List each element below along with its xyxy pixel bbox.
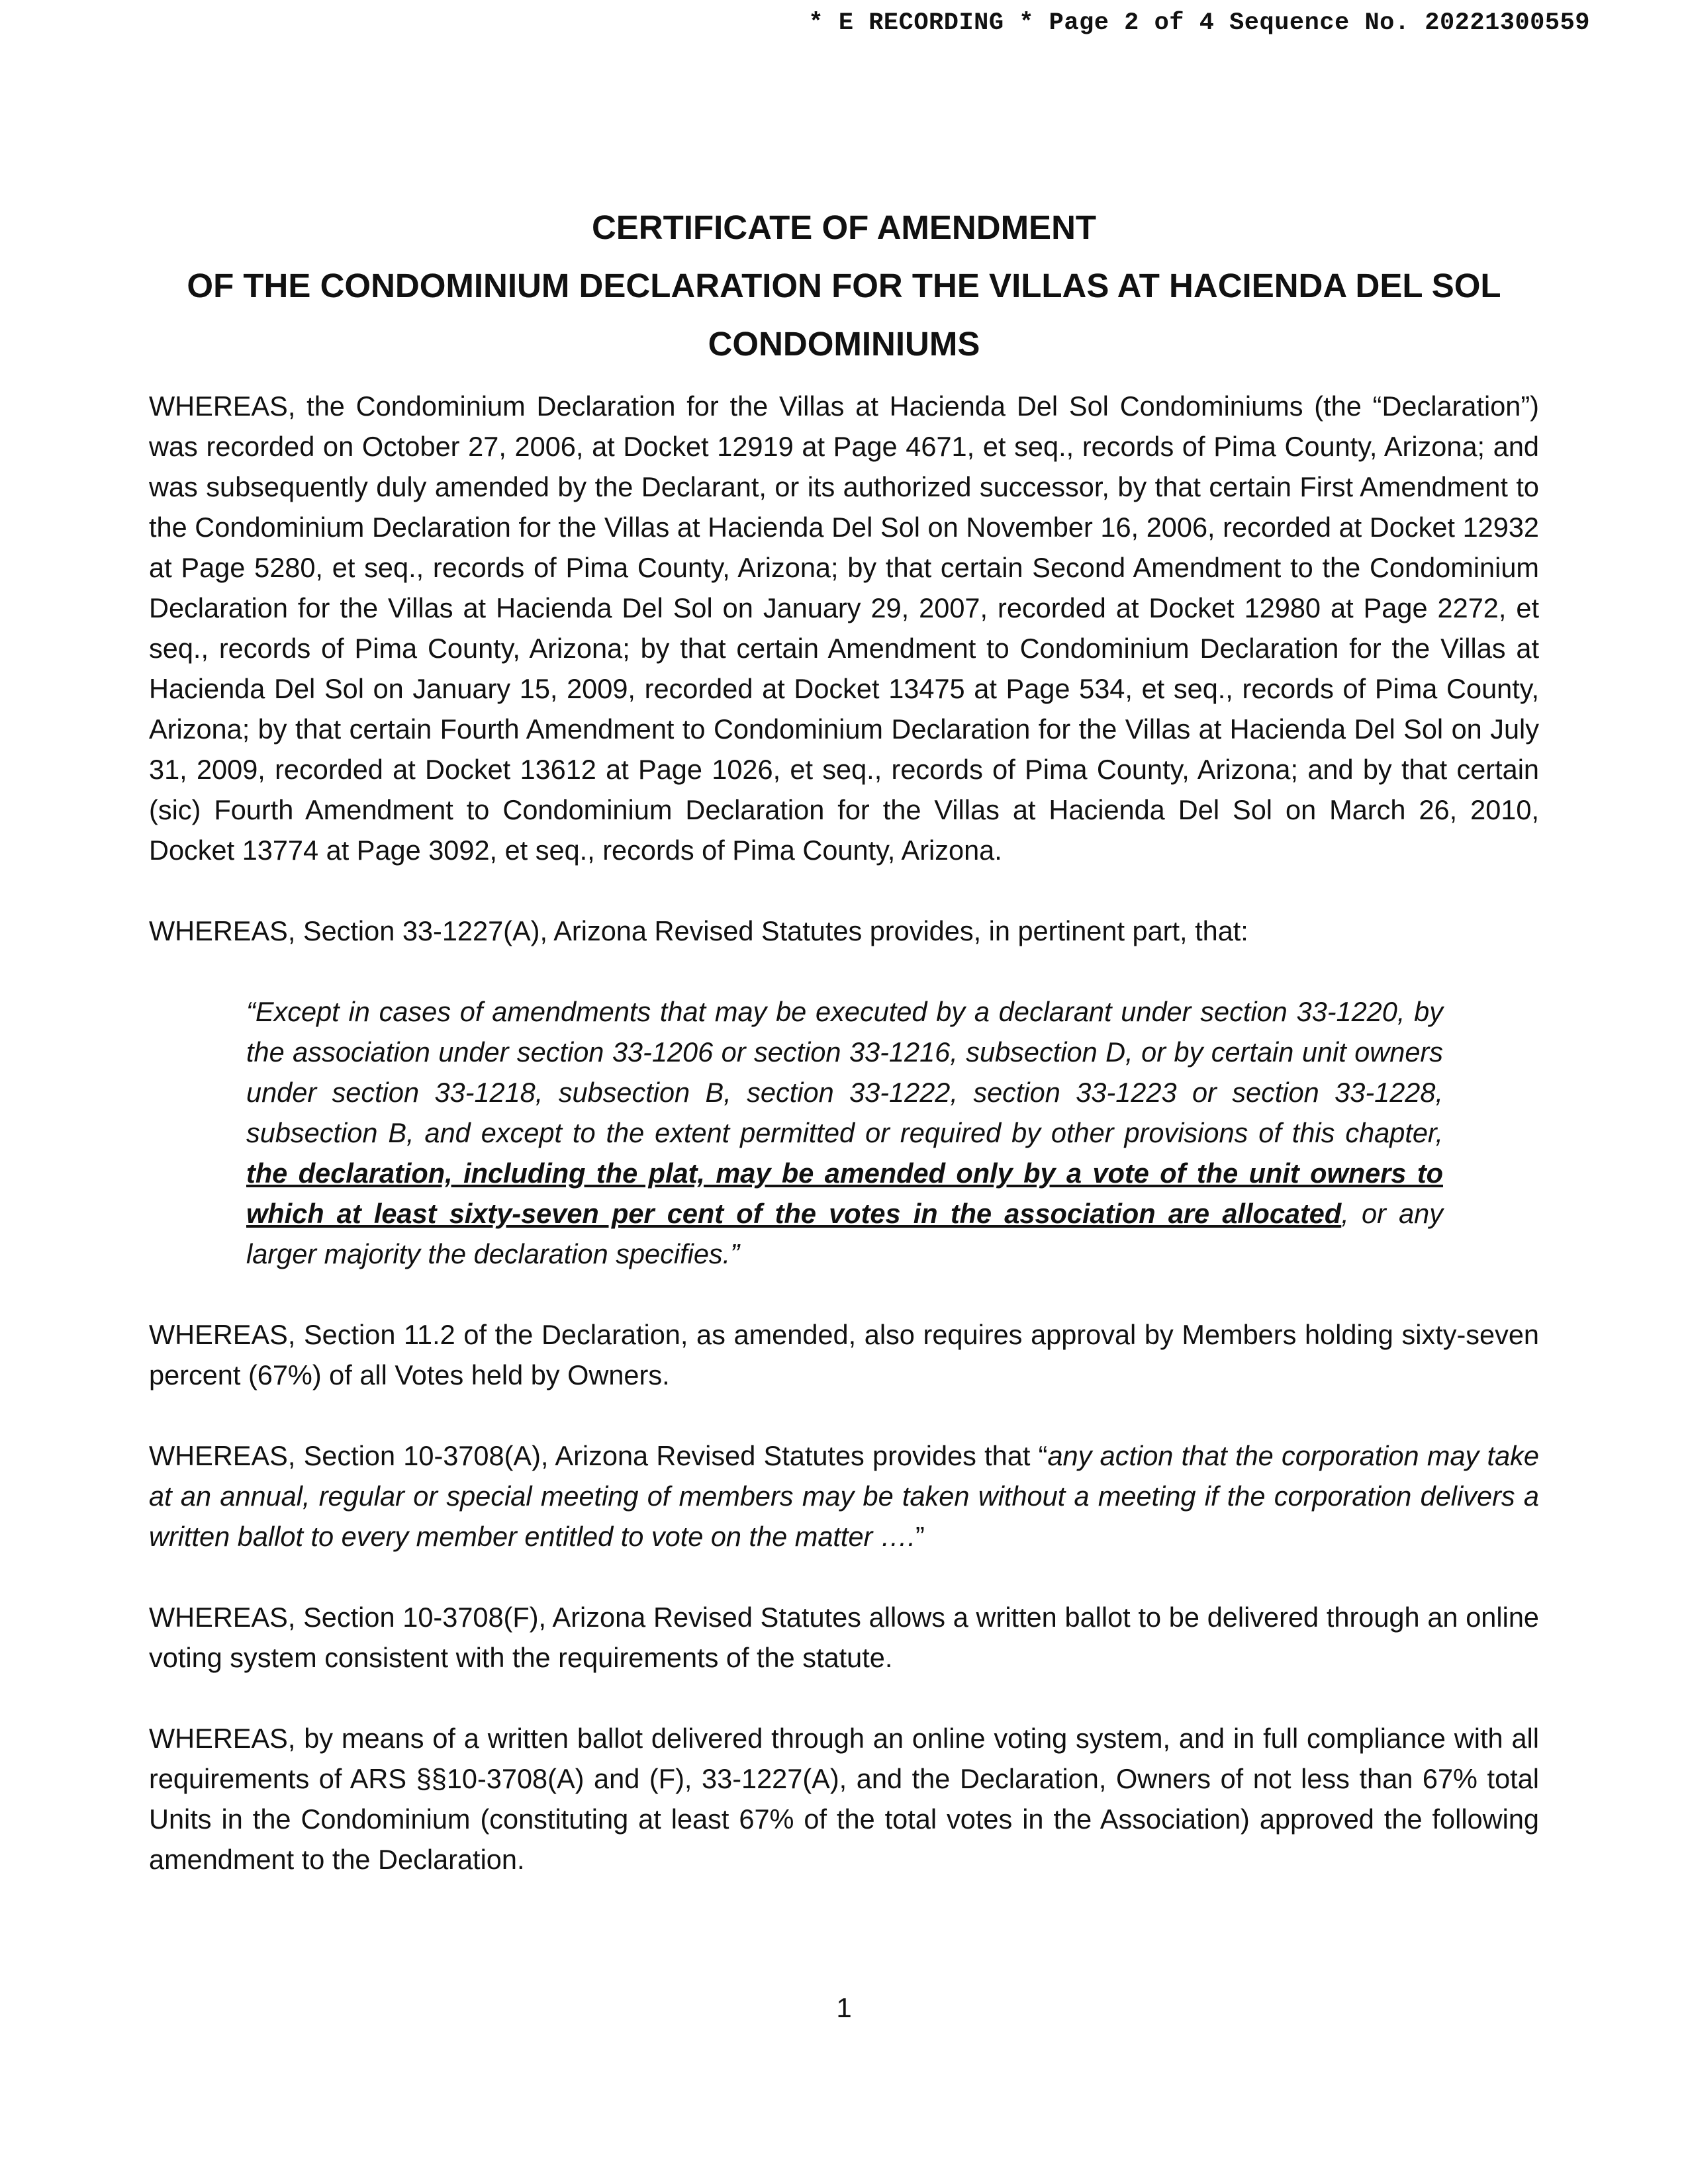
p4-text-end: ” [915, 1521, 925, 1552]
quote-text-end: , or any larger majority the declaration specifies.” [246, 1198, 1444, 1269]
whereas-approval: WHEREAS, by means of a written ballot delivered through an online voting system, and in full compliance with all requirements of ARS §§10-3708(A) and (F), 33-1227(A), and the Declaration, Owners of not less than 67% total Units in the Condominium (constituting at least 67% of the total votes in the Association) approved the following amendment to the Declaration. [149, 1723, 1539, 1875]
whereas-statute-10-3708a [149, 1435, 1539, 1557]
document-title [149, 199, 1539, 373]
p4-text-start: WHEREAS, Section 10-3708(A), Arizona Revised Statutes provides that “ [149, 1440, 1048, 1471]
page-number: 1 [836, 1992, 852, 2023]
title-line-2: OF THE CONDOMINIUM DECLARATION FOR THE VILLAS AT HACIENDA DEL SOL [187, 267, 1501, 304]
whereas-statute-33-1227: WHEREAS, Section 33-1227(A), Arizona Revised Statutes provides, in pertinent part, that: [149, 915, 1248, 946]
p4-italic-quote: any action that the corporation may take at an annual, regular or special meeting of members may be taken without a meeting if the corporation delivers a written ballot to every member entitled to vote on the matter …. [149, 1440, 1539, 1552]
whereas-section-11-2: WHEREAS, Section 11.2 of the Declaration, as amended, also requires approval by Members holding sixty-seven percent (67%) of all Votes held by Owners. [149, 1319, 1539, 1390]
recording-header: * E RECORDING * Page 2 of 4 Sequence No. 20221300559 [808, 9, 1590, 37]
document-body [149, 386, 1539, 1880]
title-line-3: CONDOMINIUMS [708, 325, 980, 363]
statute-quote [246, 991, 1443, 1274]
quote-text-start: “Except in cases of amendments that may be executed by a declarant under section 33-1220, by the association under section 33-1206 or section 33-1216, subsection D, or by certain unit owners under section 33-1218, subsection B, section 33-1222, section 33-1223 or section 33-1228, subsection B, and except to the extent permitted or required by other provisions of this chapter, [246, 996, 1443, 1148]
title-line-1: CERTIFICATE OF AMENDMENT [591, 208, 1097, 246]
quote-emphasis: the declaration, including the plat, may be amended only by a vote of the unit owners to which at least sixty-seven per cent of the votes in the association are allocated [246, 1158, 1443, 1229]
whereas-statute-10-3708f: WHEREAS, Section 10-3708(F), Arizona Revised Statutes allows a written ballot to be delivered through an online voting system consistent with the requirements of the statute. [149, 1602, 1539, 1673]
whereas-recording-history: WHEREAS, the Condominium Declaration for the Villas at Hacienda Del Sol Condominiums (the “Declaration”) was recorded on October 27, 2006, at Docket 12919 at Page 4671, et seq., records of Pima County, Arizona; and was subsequently duly amended by the Declarant, or its authorized successor, by that certain First Amendment to the Condominium Declaration for the Villas at Hacienda Del Sol on November 16, 2006, recorded at Docket 12932 at Page 5280, et seq., records of Pima County, Arizona; by that certain Second Amendment to the Condominium Declaration for the Villas at Hacienda Del Sol on January 29, 2007, recorded at Docket 12980 at Page 2272, et seq., records of Pima County, Arizona; by that certain Amendment to Condominium Declaration for the Villas at Hacienda Del Sol on January 15, 2009, recorded at Docket 13475 at Page 534, et seq., records of Pima County, Arizona; by that certain Fourth Amendment to Condominium Declaration for the Villas at Hacienda Del Sol on July 31, 2009, recorded at Docket 13612 at Page 1026, et seq., records of Pima County, Arizona; and by that certain (sic) Fourth Amendment to Condominium Declaration for the Villas at Hacienda Del Sol on March 26, 2010, Docket 13774 at Page 3092, et seq., records of Pima County, Arizona. [149, 390, 1539, 866]
